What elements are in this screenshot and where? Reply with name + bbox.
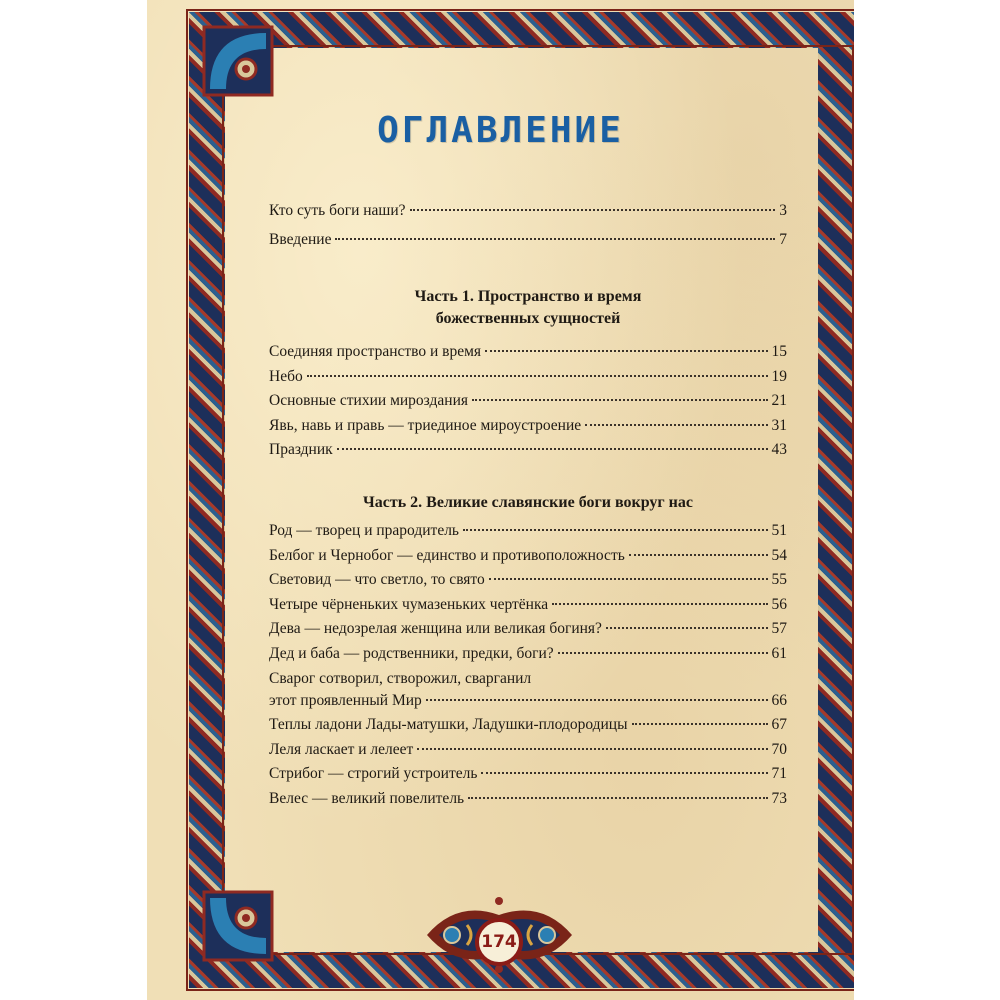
toc-entry-title: Белбог и Чернобог — единство и противоположность <box>269 546 625 564</box>
dot-leader <box>417 748 767 750</box>
toc-entry[interactable] <box>269 620 787 645</box>
toc-entry-title: Дед и баба — родственники, предки, боги? <box>269 644 554 662</box>
toc-entry-title: Стрибог — строгий устроитель <box>269 765 478 783</box>
page-title: ОГЛАВЛЕНИЕ <box>377 110 624 151</box>
toc-entry[interactable] <box>269 441 787 466</box>
toc-entry-page: 15 <box>771 343 787 360</box>
dot-leader <box>472 399 768 401</box>
toc-entry-title: Явь, навь и правь — триединое мироустроение <box>269 416 582 434</box>
dot-leader <box>463 529 768 531</box>
dot-leader <box>629 554 768 556</box>
toc-entry-title: Род — творец и прародитель <box>269 522 459 539</box>
toc-entry[interactable] <box>269 670 787 717</box>
page-number: 174 <box>475 918 523 966</box>
toc-entry-title: Леля ласкает и лелеет <box>269 740 414 758</box>
toc-entry-title: Четыре чёрненьких чумазеньких чертёнка <box>269 595 549 613</box>
dot-leader <box>335 238 775 240</box>
ornament-corner-icon <box>202 890 274 962</box>
dot-leader <box>307 375 768 377</box>
toc-entry-title: Велес — великий повелитель <box>269 789 465 807</box>
toc-entry[interactable] <box>269 765 787 790</box>
toc-entry[interactable] <box>269 547 787 572</box>
toc-entry[interactable] <box>269 202 787 227</box>
toc-entry-page: 3 <box>779 202 787 219</box>
toc-entry[interactable] <box>269 645 787 670</box>
toc-entry-page: 73 <box>771 789 787 807</box>
toc-entry-page: 67 <box>771 716 787 734</box>
dot-leader <box>426 699 768 701</box>
toc-entry-title-line1: Сварог сотворил, створожил, сварганил <box>269 669 532 687</box>
part2-heading: Часть 2. Великие славянские боги вокруг нас <box>363 494 693 511</box>
toc-entry-page: 21 <box>771 392 787 410</box>
toc-entry-title: Соединяя пространство и время <box>269 343 482 360</box>
toc-entry-title: Дева — недозрелая женщина или великая богиня? <box>269 620 602 638</box>
toc-entry-title: Введение <box>269 230 332 248</box>
toc-entry-page: 71 <box>771 765 787 783</box>
dot-leader <box>410 209 776 211</box>
book-page <box>147 0 854 1000</box>
toc-entry-page: 57 <box>771 620 787 638</box>
toc-entry-title: Световид — что светло, то свято <box>269 571 485 589</box>
toc-part2-list <box>269 522 787 815</box>
toc-entry[interactable] <box>269 417 787 442</box>
dot-leader <box>606 627 768 629</box>
toc-entry[interactable] <box>269 716 787 741</box>
dot-leader <box>585 424 767 426</box>
toc-entry-page: 54 <box>771 546 787 564</box>
toc-entry-title: Кто суть боги наши? <box>269 202 406 219</box>
toc-entry[interactable] <box>269 571 787 596</box>
toc-entry[interactable] <box>269 596 787 621</box>
part1-heading-line1: Часть 1. Пространство и время <box>414 288 642 305</box>
dot-leader <box>558 652 768 654</box>
part1-heading-line2: божественных сущностей <box>435 310 621 327</box>
toc-entry-title: Основные стихии мироздания <box>269 392 468 410</box>
toc-part1-list <box>269 343 787 466</box>
toc-entry[interactable] <box>269 368 787 393</box>
dot-leader <box>552 603 767 605</box>
dot-leader <box>337 448 768 450</box>
toc-entry[interactable] <box>269 231 787 256</box>
dot-leader <box>489 578 768 580</box>
toc-entry[interactable] <box>269 741 787 766</box>
toc-entry-page: 19 <box>771 367 787 385</box>
toc-entry-page: 43 <box>771 441 787 459</box>
toc-entry-page: 55 <box>771 571 787 589</box>
toc-entry-page: 7 <box>779 230 787 248</box>
dot-leader <box>468 797 767 799</box>
part1-heading <box>269 286 787 330</box>
toc-entry-page: 56 <box>771 595 787 613</box>
toc-intro-list <box>269 202 787 255</box>
toc-entry[interactable] <box>269 790 787 815</box>
toc-entry-page: 31 <box>771 416 787 434</box>
dot-leader <box>632 723 768 725</box>
toc-entry-page: 51 <box>771 522 787 539</box>
toc-entry[interactable] <box>269 522 787 547</box>
toc-entry[interactable] <box>269 343 787 368</box>
toc-entry-page: 70 <box>771 740 787 758</box>
toc-entry-title: Теплы ладони Лады-матушки, Ладушки-плодородицы <box>269 716 628 734</box>
dot-leader <box>481 772 767 774</box>
toc-entry-page: 61 <box>771 644 787 662</box>
toc-entry-page: 66 <box>771 691 787 709</box>
toc-entry-title-line2: этот проявленный Мир <box>269 691 422 709</box>
toc-entry-title: Праздник <box>269 441 333 459</box>
dot-leader <box>485 350 767 352</box>
toc-entry[interactable] <box>269 392 787 417</box>
ornament-corner-icon <box>202 25 274 97</box>
toc-entry-title: Небо <box>269 367 303 385</box>
